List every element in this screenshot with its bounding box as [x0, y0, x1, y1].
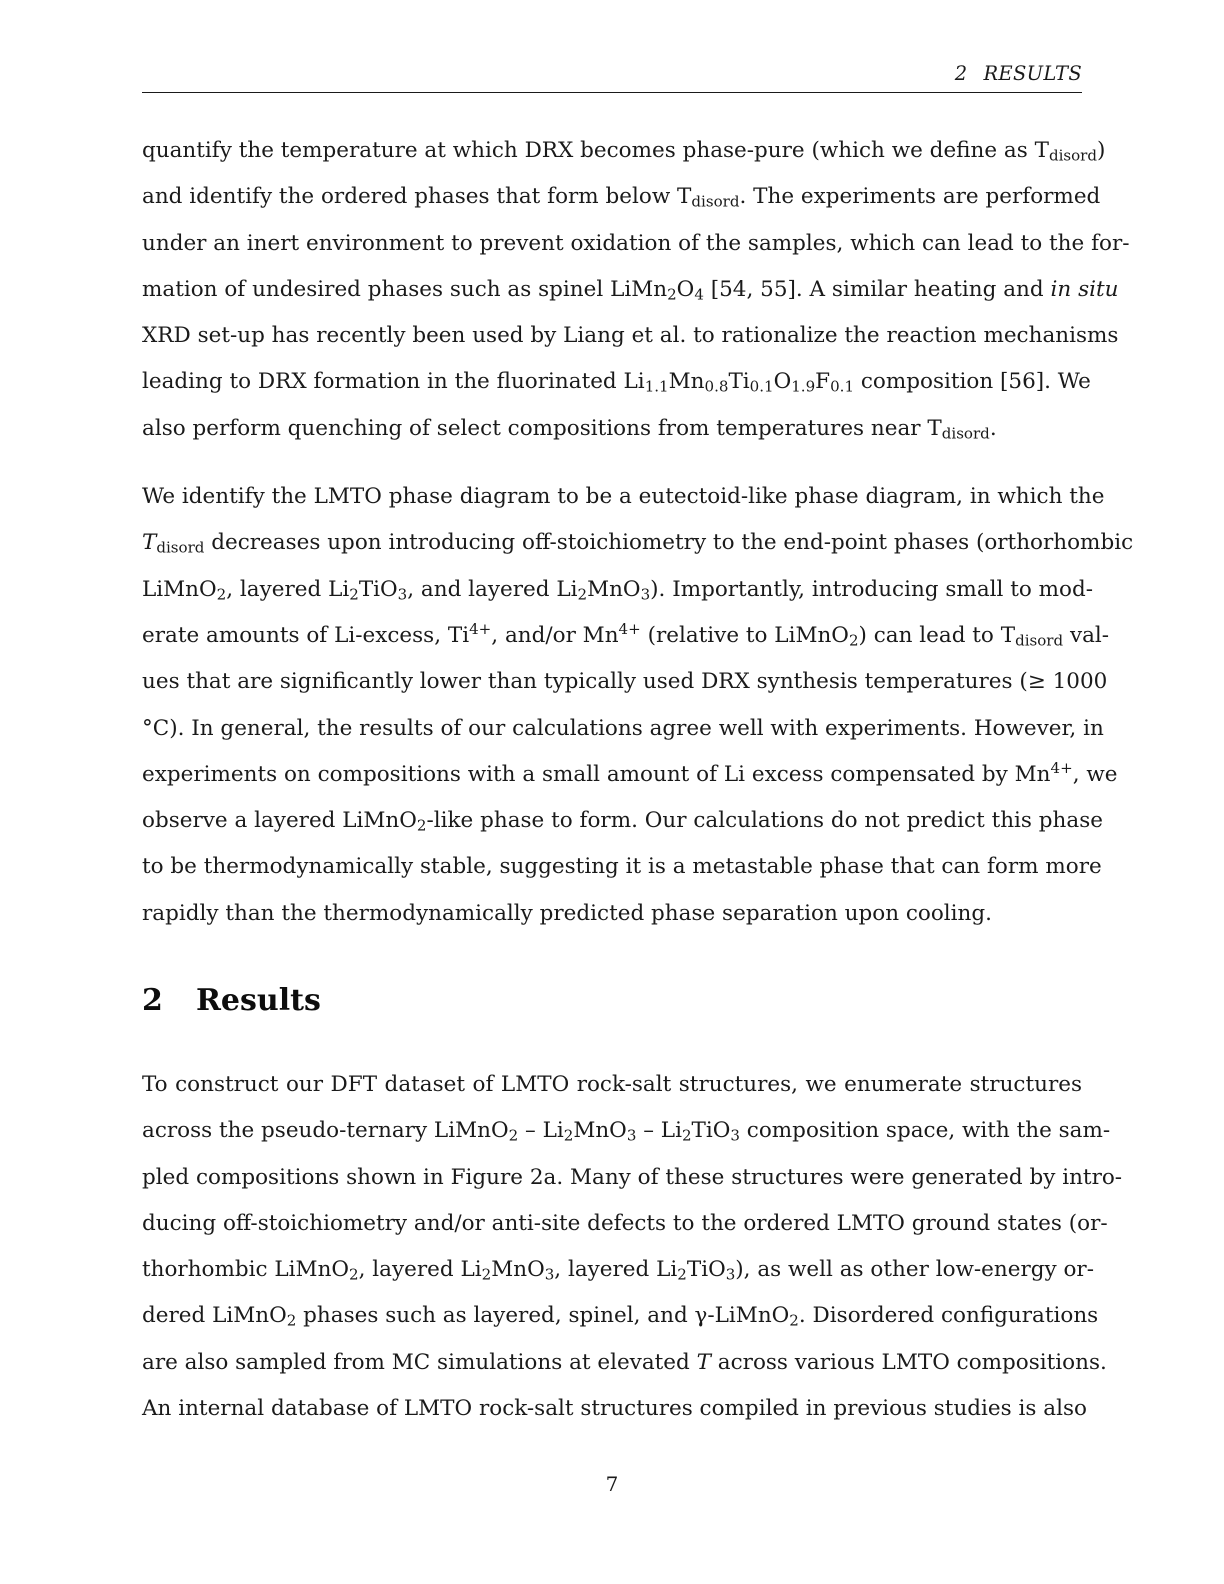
text-line: [142, 267, 1119, 313]
line-text: Ti: [728, 369, 750, 395]
line-text: are also sampled from MC simulations at elevated: [142, 1349, 697, 1375]
paragraph-3: [142, 1062, 1123, 1432]
text-line: To construct our DFT dataset of LMTO rock-salt structures, we enumerate structures: [142, 1072, 1082, 1097]
line-text: decreases upon introducing off-stoichiometry to the end-point phases (orthorhombic: [204, 530, 1134, 556]
line-text: MnO: [491, 1257, 545, 1283]
line-text: and identify the ordered phases that form below T: [142, 184, 692, 210]
running-head-title: RESULTS: [983, 62, 1082, 85]
page-number: 7: [605, 1472, 619, 1496]
line-text: . Disordered configurations: [798, 1303, 1099, 1329]
text-line: [142, 752, 1118, 798]
line-text: , layered Li: [358, 1257, 482, 1283]
line-text: – Li: [518, 1118, 564, 1144]
line-text: LiMnO: [142, 576, 217, 602]
paragraph-2: [142, 474, 1134, 937]
line-text: , and layered Li: [407, 576, 578, 602]
line-text: ), as well as other low-energy or-: [735, 1257, 1094, 1283]
subscript: 1.1: [644, 377, 669, 396]
text-line: [142, 128, 1106, 174]
subscript: disord: [691, 192, 740, 211]
text-line: under an inert environment to prevent oxidation of the samples, which can lead to the for-: [142, 230, 1130, 256]
line-text: Mn: [668, 369, 705, 395]
subscript: disord: [1015, 631, 1064, 650]
line-text: across various LMTO compositions.: [710, 1349, 1107, 1375]
line-text: observe a layered LiMnO: [142, 808, 417, 834]
line-text: leading to DRX formation in the fluorinated Li: [142, 369, 645, 395]
text-line: [142, 798, 1103, 844]
section-heading-title: Results: [196, 983, 321, 1018]
superscript: 4+: [618, 620, 641, 639]
subscript: 2: [563, 1126, 574, 1145]
subscript: 2: [349, 1265, 359, 1284]
body-text: [142, 128, 1134, 937]
subscript: disord: [156, 538, 205, 557]
line-text: O: [773, 369, 792, 395]
text-line: rapidly than the thermodynamically predicted phase separation upon cooling.: [142, 900, 992, 926]
text-line: pled compositions shown in Figure 2a. Many of these structures were generated by intro-: [142, 1164, 1123, 1190]
subscript: 0.1: [749, 377, 774, 396]
line-text: ): [1097, 138, 1106, 163]
text-line: to be thermodynamically stable, suggesting it is a metastable phase that can form more: [142, 854, 1102, 880]
subscript: 3: [640, 584, 651, 603]
text-line: °C). In general, the results of our calculations agree well with experiments. However, in: [142, 715, 1104, 741]
math-symbol: T: [142, 530, 157, 556]
subscript: 0.8: [704, 377, 729, 396]
subscript: 2: [577, 584, 588, 603]
superscript: 4+: [1050, 759, 1073, 778]
running-head: [142, 62, 1082, 85]
line-text: . The experiments are performed: [739, 184, 1101, 210]
line-text: O: [676, 276, 695, 302]
line-text: ) can lead to T: [858, 622, 1016, 648]
text-line: ducing off-stoichiometry and/or anti-site defects to the ordered LMTO ground states (or-: [142, 1210, 1108, 1236]
text-line: [142, 406, 1082, 452]
text-line: [142, 359, 1091, 405]
subscript: 2: [848, 631, 859, 650]
text-line: [142, 520, 1134, 566]
line-text: TiO: [358, 576, 398, 602]
paragraph-1: [142, 128, 1130, 452]
line-text: composition [56]. We: [854, 369, 1091, 395]
subscript: 3: [626, 1126, 637, 1145]
subscript: 2: [508, 1126, 519, 1145]
line-text: across the pseudo-ternary LiMnO: [142, 1118, 509, 1144]
line-text: val-: [1063, 622, 1110, 648]
line-text: dered LiMnO: [142, 1303, 287, 1329]
header-rule: [142, 92, 1082, 93]
line-text: also perform quenching of select compositions from temperatures near T: [142, 415, 942, 441]
line-text: MnO: [573, 1118, 627, 1144]
text-line: We identify the LMTO phase diagram to be a eutectoid-like phase diagram, in which the: [142, 484, 1105, 510]
superscript: 4+: [469, 620, 492, 639]
subscript: 2: [677, 1265, 687, 1284]
line-text: MnO: [587, 576, 641, 602]
line-text: -like phase to form. Our calculations do not predict this phase: [426, 808, 1103, 834]
text-line: XRD set-up has recently been used by Liang et al. to rationalize the reaction mechanisms: [142, 323, 1119, 349]
subscript: 3: [725, 1265, 736, 1284]
line-text: .: [989, 415, 997, 441]
line-text: [54, 55]. A similar heating and: [703, 276, 1051, 302]
text-line: [142, 1293, 1099, 1339]
subscript: 3: [730, 1126, 740, 1145]
subscript: 2: [789, 1311, 799, 1330]
line-text: , and/or Mn: [491, 622, 619, 648]
italic-phrase: in situ: [1050, 276, 1119, 302]
line-text: , we: [1072, 761, 1118, 787]
text-line: An internal database of LMTO rock-salt structures compiled in previous studies is also: [142, 1396, 1087, 1422]
section-heading-number: 2: [142, 983, 163, 1018]
line-text: quantify the temperature at which DRX becomes phase-pure (which we define as T: [142, 138, 1049, 163]
line-text: F: [815, 369, 831, 395]
section-heading: [142, 982, 1082, 1020]
line-text: ). Importantly, introducing small to mod-: [650, 576, 1094, 602]
subscript: 3: [544, 1265, 555, 1284]
line-text: TiO: [686, 1257, 726, 1283]
subscript: 2: [667, 285, 677, 304]
text-line: ues that are significantly lower than typically used DRX synthesis temperatures (≥ 1000: [142, 669, 1108, 695]
line-text: experiments on compositions with a small amount of Li excess compensated by Mn: [142, 761, 1051, 787]
line-text: thorhombic LiMnO: [142, 1257, 350, 1283]
subscript: disord: [1048, 146, 1097, 165]
line-text: erate amounts of Li-excess, Ti: [142, 622, 470, 648]
subscript: 1.9: [791, 377, 816, 396]
math-symbol: T: [696, 1349, 711, 1375]
subscript: 2: [481, 1265, 492, 1284]
text-line: [142, 1108, 1111, 1154]
line-text: TiO: [691, 1118, 731, 1144]
text-line: [142, 174, 1101, 220]
line-text: (relative to LiMnO: [640, 622, 849, 648]
subscript: 4: [694, 285, 704, 304]
line-text: composition space, with the sam-: [739, 1118, 1111, 1144]
text-line: [142, 1247, 1094, 1293]
line-text: , layered Li: [226, 576, 350, 602]
subscript: disord: [941, 424, 990, 443]
text-line: [142, 613, 1110, 659]
text-line: [142, 1340, 1107, 1386]
subscript: 3: [397, 584, 408, 603]
line-text: mation of undesired phases such as spinel LiMn: [142, 276, 668, 302]
line-text: – Li: [636, 1118, 682, 1144]
subscript: 0.1: [830, 377, 855, 396]
line-text: phases such as layered, spinel, and γ-LiMnO: [296, 1303, 790, 1329]
body-text-after-heading: [142, 1062, 1123, 1432]
subscript: 2: [286, 1311, 297, 1330]
text-line: [142, 567, 1094, 613]
subscript: 2: [349, 584, 359, 603]
subscript: 2: [416, 816, 427, 835]
subscript: 2: [681, 1126, 692, 1145]
subscript: 2: [216, 584, 227, 603]
line-text: , layered Li: [554, 1257, 678, 1283]
running-head-section-number: 2: [954, 62, 968, 85]
